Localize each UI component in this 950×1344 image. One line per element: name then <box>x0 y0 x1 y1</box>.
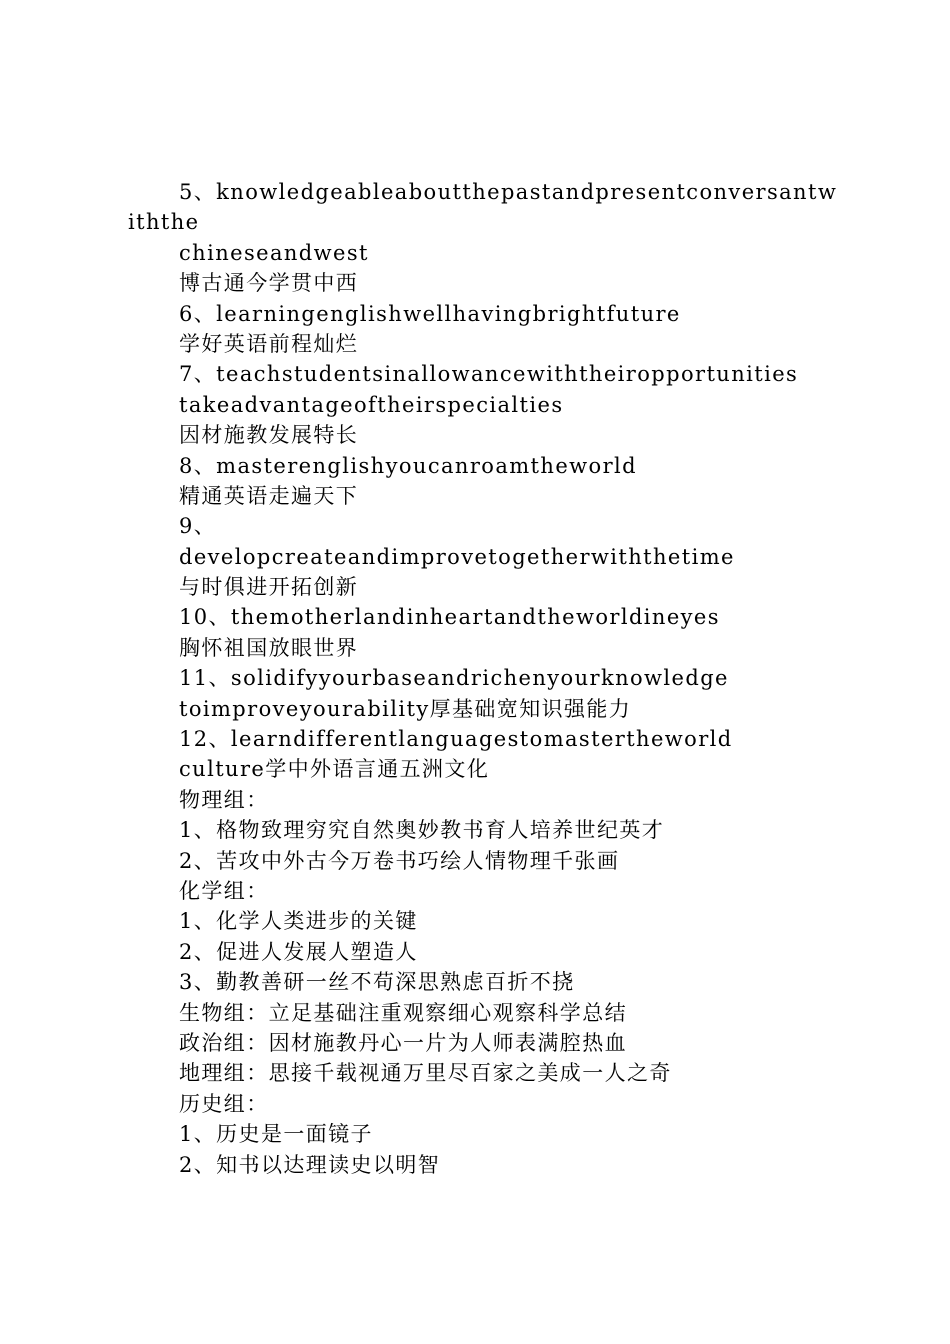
text-line: takeadvantageoftheirspecialties <box>179 392 564 417</box>
text-line: 胸怀祖国放眼世界 <box>179 635 359 660</box>
text-line: 7、teachstudentsinallowancewiththeiropportunities <box>179 362 799 387</box>
text-line: 12、learndifferentlanguagestomastertheworld <box>179 727 733 752</box>
text-line: 博古通今学贯中西 <box>179 271 359 296</box>
text-line: 1、格物致理穷究自然奥妙教书育人培养世纪英才 <box>179 818 665 843</box>
section-heading: 物理组： <box>179 787 269 812</box>
section-heading: 历史组： <box>179 1091 269 1116</box>
text-line: chineseandwest <box>179 240 369 265</box>
text-line: 学好英语前程灿烂 <box>179 331 359 356</box>
text-line: 5、knowledgeableaboutthepastandpresentconversantwiththe <box>128 180 838 235</box>
text-line: 10、themotherlandinheartandtheworldineyes <box>179 605 720 630</box>
text-line: 生物组：立足基础注重观察细心观察科学总结 <box>179 1000 627 1025</box>
text-line: 11、solidifyyourbaseandrichenyourknowledge <box>179 666 729 691</box>
text-line: 因材施教发展特长 <box>179 423 359 448</box>
text-line: 1、化学人类进步的关键 <box>179 909 418 934</box>
text-line: 与时俱进开拓创新 <box>179 575 359 600</box>
text-line: 2、知书以达理读史以明智 <box>179 1152 441 1177</box>
text-line: developcreateandimprovetogetherwiththetime <box>179 544 735 569</box>
text-line: 8、masterenglishyoucanroamtheworld <box>179 453 637 478</box>
section-heading: 化学组： <box>179 879 269 903</box>
text-line: 3、勤教善研一丝不苟深思熟虑百折不挠 <box>179 970 575 995</box>
text-line: 2、促进人发展人塑造人 <box>179 939 418 964</box>
document-body <box>128 177 843 1180</box>
text-line: 精通英语走遍天下 <box>179 483 359 508</box>
text-line: 2、苦攻中外古今万卷书巧绘人情物理千张画 <box>179 848 620 873</box>
text-line: 6、learningenglishwellhavingbrightfuture <box>179 301 681 326</box>
text-line: 政治组：因材施教丹心一片为人师表满腔热血 <box>179 1030 627 1055</box>
text-line: 1、历史是一面镜子 <box>179 1122 373 1147</box>
text-line: 地理组：思接千载视通万里尽百家之美成一人之奇 <box>179 1061 672 1086</box>
text-line: toimproveyourability厚基础宽知识强能力 <box>179 696 632 721</box>
text-line: culture学中外语言通五洲文化 <box>179 757 490 782</box>
text-line: 9、 <box>179 514 217 539</box>
